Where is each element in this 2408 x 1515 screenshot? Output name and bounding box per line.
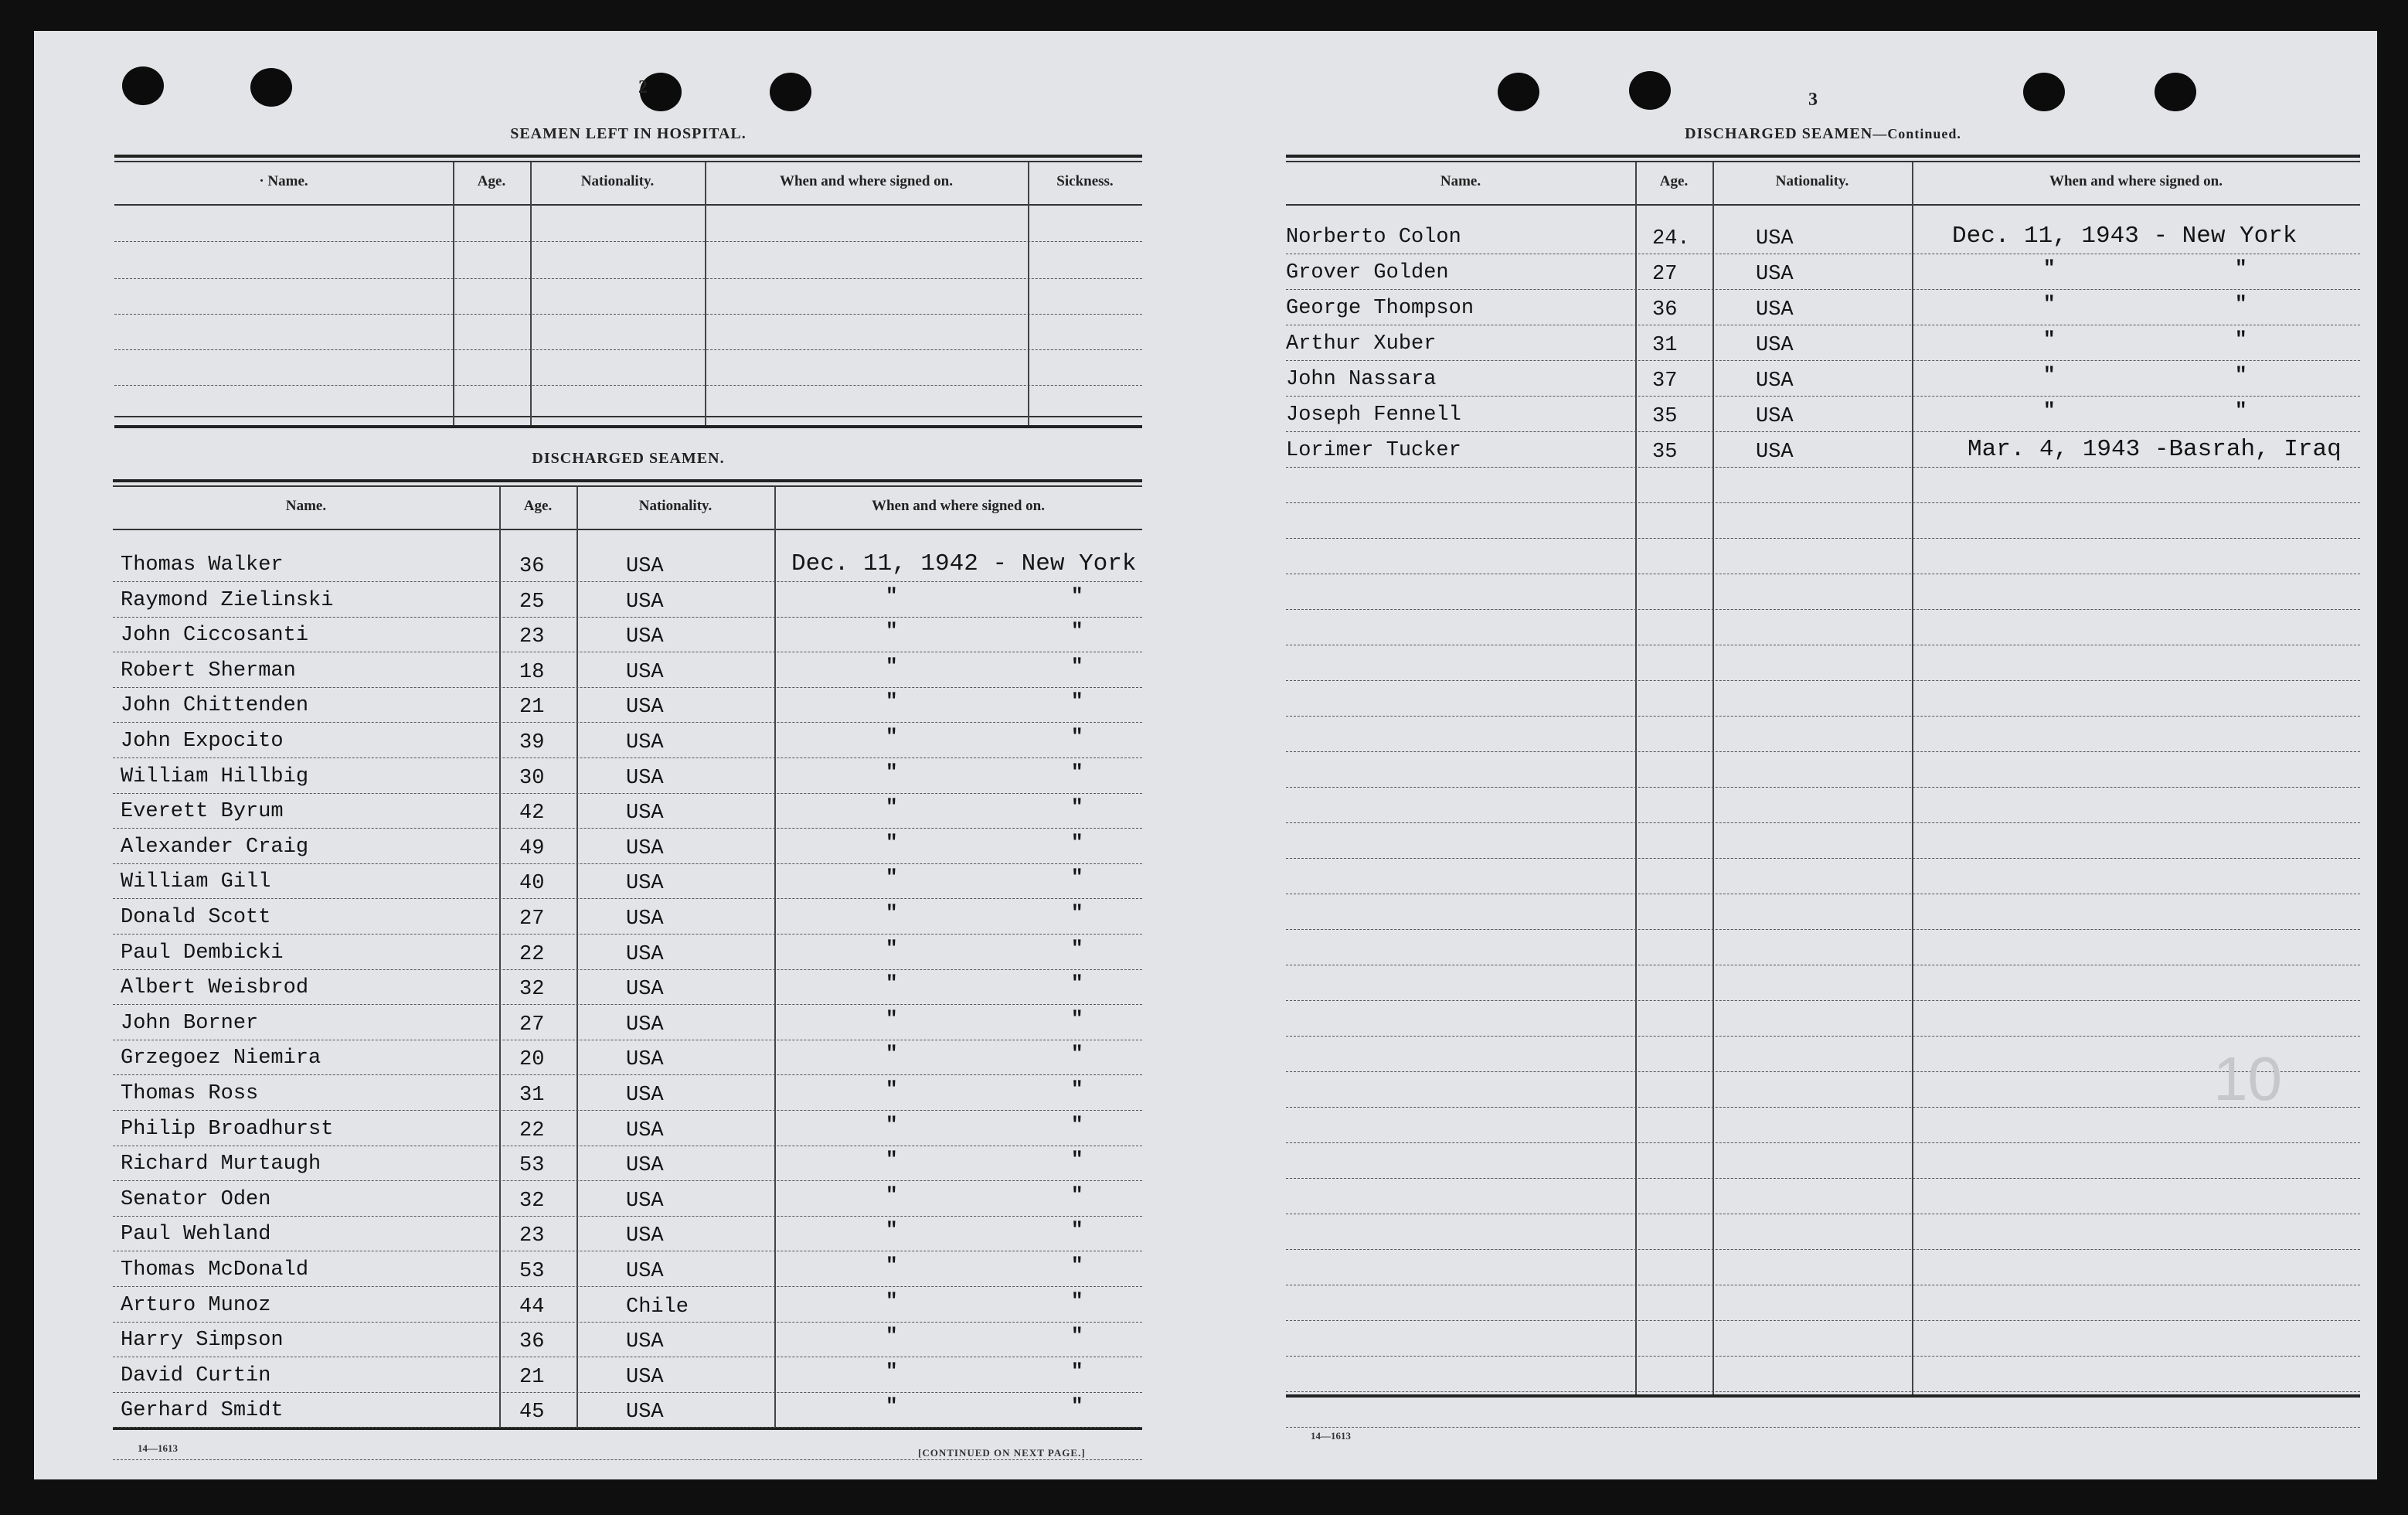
seaman-nationality: USA [1756,405,1794,428]
hospital-section-title: SEAMEN LEFT IN HOSPITAL. [510,125,747,142]
left-form-id: 14—1613 [138,1442,178,1454]
seaman-age: 40 [519,872,545,896]
seaman-name: Norberto Colon [1286,226,1461,249]
ditto-mark: " [1071,619,1083,643]
seaman-age: 25 [519,590,545,614]
ditto-mark: " [2235,257,2247,280]
ditto-mark: " [1071,901,1083,924]
seaman-nationality: USA [626,1154,664,1178]
seaman-age: 31 [519,1084,545,1107]
seaman-age: 27 [519,1013,545,1037]
ditto-mark: " [886,1394,898,1418]
seaman-age: 27 [1652,263,1678,286]
seaman-name: John Chittenden [121,694,309,718]
seaman-name: Paul Dembicki [121,941,284,965]
ditto-mark: " [886,936,898,960]
seaman-name: John Borner [121,1011,259,1035]
seaman-nationality: USA [626,625,664,649]
ditto-mark: " [1071,866,1083,890]
ditto-mark: " [2043,328,2056,351]
ditto-mark: " [886,1183,898,1207]
seaman-nationality: USA [626,1048,664,1072]
seaman-age: 35 [1652,405,1678,428]
seaman-nationality: USA [1756,334,1794,357]
seaman-nationality: USA [626,1401,664,1425]
ditto-mark: " [886,1148,898,1172]
ditto-mark: " [886,1078,898,1101]
seaman-nationality: USA [626,1260,664,1283]
seaman-age: 45 [519,1401,545,1425]
ditto-mark: " [2043,363,2056,386]
ditto-mark: " [886,689,898,713]
seaman-age: 20 [519,1048,545,1072]
seaman-age: 53 [519,1260,545,1283]
seaman-age: 39 [519,731,545,754]
seaman-name: Arturo Munoz [121,1293,271,1317]
seaman-name: Donald Scott [121,906,271,929]
ditto-mark: " [1071,584,1083,608]
seaman-nationality: USA [1756,369,1794,393]
ditto-mark: " [886,1112,898,1136]
ditto-mark: " [2235,292,2247,315]
seaman-name: Lorimer Tucker [1286,439,1461,462]
hospital-header-sickness: Sickness. [1056,173,1114,189]
seaman-nationality: USA [626,696,664,720]
seaman-age: 23 [519,1224,545,1248]
signed-on: Dec. 11, 1943 - New York [1952,223,2297,250]
ditto-mark: " [1071,795,1083,819]
ditto-mark: " [1071,689,1083,713]
seaman-nationality: USA [626,1365,664,1389]
seaman-name: William Hillbig [121,764,309,788]
ditto-mark: " [886,1218,898,1242]
seaman-nationality: USA [626,1330,664,1354]
ditto-mark: " [1071,972,1083,996]
seaman-nationality: USA [1756,298,1794,322]
seaman-age: 27 [519,907,545,931]
hospital-table [114,155,1142,453]
seaman-nationality: USA [626,1013,664,1037]
punch-hole [770,73,811,111]
seaman-name: Grzegoez Niemira [121,1047,321,1071]
seaman-age: 32 [519,978,545,1002]
ditto-mark: " [886,1324,898,1348]
ditto-mark: " [1071,1078,1083,1101]
left-page-number: 2 [638,77,648,97]
seaman-name: Grover Golden [1286,261,1449,284]
seaman-nationality: USA [626,1189,664,1213]
ditto-mark: " [2043,399,2056,422]
ditto-mark: " [886,654,898,678]
seaman-name: Raymond Zielinski [121,588,334,612]
ledger-sheet [34,31,2377,1479]
seaman-nationality: USA [626,1118,664,1142]
ditto-mark: " [886,866,898,890]
seaman-age: 49 [519,836,545,860]
seaman-name: Albert Weisbrod [121,976,309,1000]
ditto-mark: " [1071,1112,1083,1136]
punch-hole [250,68,292,107]
seaman-age: 44 [519,1295,545,1319]
punch-hole [2155,73,2196,111]
ditto-mark: " [886,830,898,854]
seaman-name: Thomas McDonald [121,1258,309,1282]
seaman-nationality: USA [626,660,664,684]
ditto-mark: " [886,1042,898,1066]
hospital-header-nationality: Nationality. [580,173,655,189]
seaman-nationality: USA [626,590,664,614]
seaman-nationality: USA [1756,441,1794,464]
seaman-nationality: USA [626,872,664,896]
seaman-nationality: USA [626,555,664,578]
ditto-mark: " [1071,1289,1083,1312]
seaman-age: 22 [519,942,545,966]
seaman-nationality: USA [626,802,664,826]
ditto-mark: " [2043,292,2056,315]
seaman-nationality: USA [626,1084,664,1107]
seaman-name: Thomas Ross [121,1082,259,1105]
seaman-name: David Curtin [121,1364,271,1387]
seaman-name: Richard Murtaugh [121,1152,321,1176]
seaman-name: George Thompson [1286,297,1474,320]
hospital-header-age: Age. [477,173,506,189]
seaman-age: 21 [519,1365,545,1389]
seaman-age: 53 [519,1154,545,1178]
punch-hole [122,66,164,105]
seaman-age: 24. [1652,227,1690,250]
discharged-continued-suffix: —Continued. [1872,126,1961,141]
seaman-nationality: USA [626,1224,664,1248]
ditto-mark: " [1071,1254,1083,1277]
seaman-age: 35 [1652,441,1678,464]
seaman-nationality: USA [626,907,664,931]
continued-header-name: Name. [1440,173,1481,189]
ditto-mark: " [1071,1359,1083,1383]
seaman-age: 42 [519,802,545,826]
ditto-mark: " [886,795,898,819]
seaman-nationality: Chile [626,1295,689,1319]
seaman-name: Joseph Fennell [1286,403,1461,427]
ditto-mark: " [886,1289,898,1312]
discharged-header-name: Name. [285,498,327,514]
seaman-age: 23 [519,625,545,649]
seaman-name: William Gill [121,870,271,894]
right-form-id: 14—1613 [1311,1430,1351,1442]
discharged-header-age: Age. [523,498,553,514]
signed-on: Mar. 4, 1943 -Basrah, Iraq [1968,436,2342,463]
seaman-name: John Ciccosanti [121,624,309,648]
seaman-age: 21 [519,696,545,720]
continued-header-age: Age. [1659,173,1689,189]
seaman-name: Everett Byrum [121,800,284,824]
right-page-number: 3 [1808,90,1818,110]
seaman-age: 32 [519,1189,545,1213]
ditto-mark: " [2235,363,2247,386]
seaman-nationality: USA [626,766,664,790]
seaman-name: Alexander Craig [121,835,309,859]
seaman-age: 22 [519,1118,545,1142]
discharged-continued-table [1286,155,2360,1430]
seaman-age: 36 [1652,298,1678,322]
ditto-mark: " [1071,1324,1083,1348]
ditto-mark: " [2235,328,2247,351]
seaman-nationality: USA [626,731,664,754]
ditto-mark: " [886,1359,898,1383]
ditto-mark: " [2235,399,2247,422]
hospital-header-name: · Name. [259,173,308,189]
ditto-mark: " [886,1254,898,1277]
seaman-name: John Nassara [1286,368,1437,391]
seaman-age: 30 [519,766,545,790]
ditto-mark: " [2043,257,2056,280]
seaman-name: Harry Simpson [121,1329,284,1353]
continued-header-when: When and where signed on. [2049,173,2223,189]
discharged-header-nationality: Nationality. [638,498,713,514]
seaman-name: Gerhard Smidt [121,1399,284,1423]
discharged-section-title: DISCHARGED SEAMEN. [532,450,725,467]
seaman-nationality: USA [626,978,664,1002]
ditto-mark: " [1071,830,1083,854]
seaman-nationality: USA [626,942,664,966]
seaman-nationality: USA [1756,227,1794,250]
seaman-age: 36 [519,555,545,578]
ditto-mark: " [1071,936,1083,960]
hospital-header-when: When and where signed on. [779,173,953,189]
seaman-name: Senator Oden [121,1187,271,1211]
ditto-mark: " [1071,1006,1083,1030]
seaman-name: Robert Sherman [121,659,296,683]
punch-hole [1498,73,1539,111]
discharged-table [113,479,1142,1438]
seaman-age: 37 [1652,369,1678,393]
ditto-mark: " [1071,654,1083,678]
signed-on: Dec. 11, 1942 - New York [791,550,1137,577]
ditto-mark: " [886,760,898,784]
ditto-mark: " [886,725,898,748]
ditto-mark: " [886,584,898,608]
ditto-mark: " [886,972,898,996]
discharged-continued-title-main: DISCHARGED SEAMEN [1685,125,1873,142]
ditto-mark: " [1071,1183,1083,1207]
seaman-name: Arthur Xuber [1286,332,1437,356]
continued-note: [CONTINUED ON NEXT PAGE.] [918,1447,1086,1459]
punch-hole [1629,71,1671,110]
ditto-mark: " [1071,760,1083,784]
ditto-mark: " [886,901,898,924]
punch-hole [2023,73,2065,111]
discharged-continued-title [1286,125,2360,143]
seaman-name: Paul Wehland [121,1223,271,1247]
seaman-nationality: USA [1756,263,1794,286]
seaman-nationality: USA [626,836,664,860]
seaman-name: Thomas Walker [121,553,284,577]
ditto-mark: " [1071,1042,1083,1066]
seaman-age: 36 [519,1330,545,1354]
faint-stamp: 10 [2213,1044,2282,1113]
ditto-mark: " [1071,1218,1083,1242]
discharged-header-when: When and where signed on. [871,498,1045,514]
seaman-name: John Expocito [121,730,284,753]
ditto-mark: " [1071,1148,1083,1172]
seaman-age: 18 [519,660,545,684]
ditto-mark: " [886,1006,898,1030]
ditto-mark: " [1071,1394,1083,1418]
ditto-mark: " [1071,725,1083,748]
seaman-name: Philip Broadhurst [121,1117,334,1141]
ditto-mark: " [886,619,898,643]
seaman-age: 31 [1652,334,1678,357]
continued-header-nationality: Nationality. [1775,173,1849,189]
